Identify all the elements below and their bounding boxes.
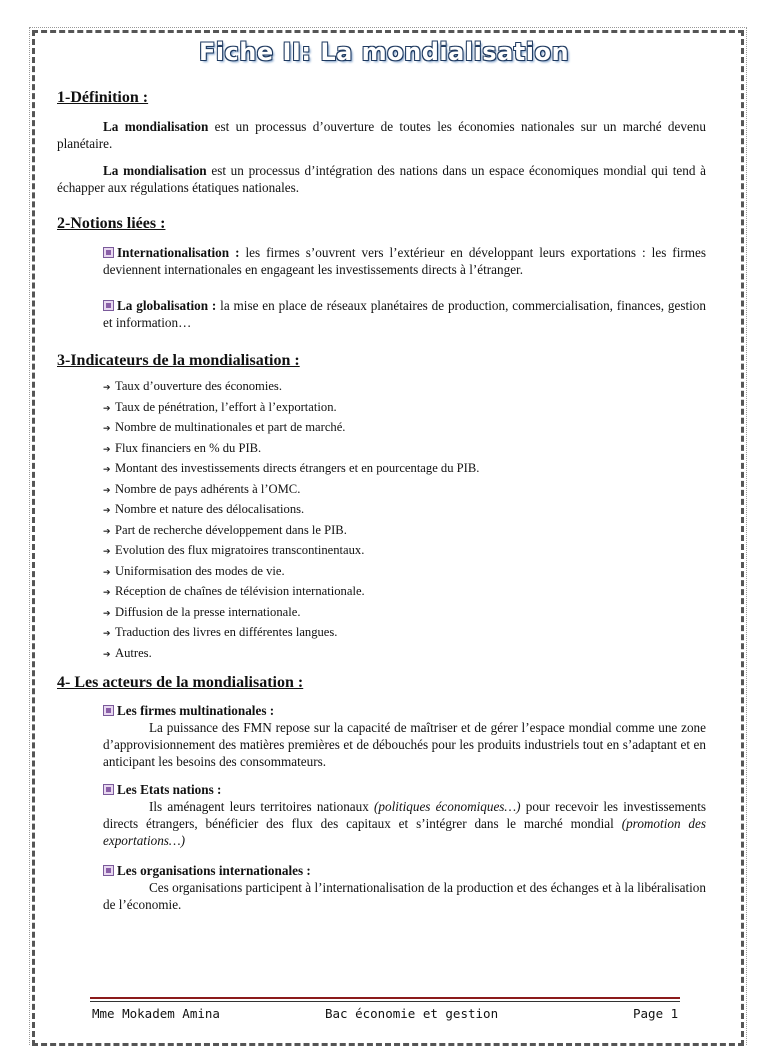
- arrow-bullet-icon: ➔: [103, 402, 111, 413]
- actor-title: [103, 781, 706, 798]
- notion-text: la mise en place de réseaux planétaires de production, commercialisation, finances, gestion et information…: [103, 298, 706, 330]
- list-item: [103, 541, 703, 562]
- list-item: [103, 623, 703, 644]
- list-item: [103, 582, 703, 603]
- list-item: [103, 500, 703, 521]
- arrow-bullet-icon: ➔: [103, 464, 111, 474]
- list-item-text: Nombre et nature des délocalisations.: [115, 502, 305, 516]
- arrow-bullet-icon: ➔: [103, 587, 111, 597]
- page-title: Fiche II: La mondialisation: [198, 38, 570, 66]
- list-item-text: Flux financiers en % du PIB.: [115, 440, 262, 455]
- actor-organisations: [103, 862, 706, 913]
- list-item: [103, 480, 703, 501]
- arrow-bullet-icon: ➔: [103, 607, 111, 618]
- indicator-list: [103, 377, 703, 664]
- footer-subject: Bac économie et gestion: [325, 1006, 499, 1021]
- list-item-text: Taux de pénétration, l’effort à l’exportation.: [115, 399, 337, 414]
- arrow-bullet-icon: ➔: [103, 443, 111, 454]
- list-item: [103, 418, 703, 439]
- arrow-bullet-icon: ➔: [103, 525, 111, 536]
- notion-internationalisation: [103, 244, 706, 278]
- italic-text: (promotion des exportations…): [103, 816, 706, 848]
- actor-etats: [103, 781, 706, 849]
- list-item: [103, 459, 703, 480]
- list-item-text: Réception de chaînes de télévision internationale.: [115, 584, 365, 598]
- list-item-text: Uniformisation des modes de vie.: [115, 563, 285, 578]
- text: Ils aménagent leurs territoires nationaux: [149, 799, 375, 814]
- footer-page-number: Page 1: [633, 1006, 679, 1021]
- text: pour recevoir les investissements directs étrangers, bénéficier des flux des capitaux et s’intégrer dans le marché mondial: [103, 799, 706, 831]
- list-item: [103, 439, 703, 460]
- arrow-bullet-icon: ➔: [103, 628, 111, 638]
- actor-title-text: Les Etats nations :: [117, 782, 222, 797]
- definition-text: est un processus d’ouverture de toutes les économies nationales sur un marché devenu planétaire.: [57, 119, 706, 151]
- term-bold: La mondialisation: [103, 119, 209, 134]
- list-item: [103, 603, 703, 624]
- heading-acteurs: 4- Les acteurs de la mondialisation :: [57, 674, 304, 691]
- square-bullet-icon: [103, 784, 114, 795]
- list-item-text: Evolution des flux migratoires transcontinentaux.: [115, 543, 365, 557]
- notion-term: Internationalisation :: [117, 245, 240, 260]
- actor-description: [103, 798, 706, 849]
- square-bullet-icon: [103, 865, 114, 876]
- definition-paragraph-2: [57, 162, 706, 196]
- actor-title-text: Les organisations internationales :: [117, 863, 311, 878]
- arrow-bullet-icon: ➔: [103, 505, 111, 515]
- footer-rule-thin: [90, 1001, 680, 1002]
- notion-term: La globalisation :: [117, 298, 217, 313]
- definition-text: est un processus d’intégration des nations dans un espace économiques mondial qui tend à échapper aux régulations étatiques nationales.: [57, 163, 706, 195]
- list-item-text: Nombre de pays adhérents à l’OMC.: [115, 481, 301, 496]
- notion-text: les firmes s’ouvrent vers l’extérieur en développant leurs exportations : les firmes deviennent internationales en engageant les investissements directs à l’étranger.: [103, 245, 706, 277]
- arrow-bullet-icon: ➔: [103, 382, 111, 392]
- square-bullet-icon: [103, 300, 114, 311]
- footer-author: Mme Mokadem Amina: [92, 1006, 220, 1021]
- list-item-text: Montant des investissements directs étrangers et en pourcentage du PIB.: [115, 461, 480, 475]
- square-bullet-icon: [103, 247, 114, 258]
- list-item: [103, 644, 703, 665]
- term-bold: La mondialisation: [103, 163, 207, 178]
- heading-indicateurs: 3-Indicateurs de la mondialisation :: [57, 352, 300, 369]
- actor-fmn: [103, 702, 706, 770]
- square-bullet-icon: [103, 705, 114, 716]
- actor-title: [103, 862, 706, 879]
- arrow-bullet-icon: ➔: [103, 546, 111, 556]
- list-item-text: Autres.: [115, 645, 152, 660]
- italic-text: (politiques économiques…): [374, 799, 521, 814]
- actor-description: Ces organisations participent à l’internationalisation de la production et des échanges et à la libéralisation de l’économie.: [103, 880, 706, 912]
- list-item: [103, 377, 703, 398]
- list-item-text: Traduction des livres en différentes langues.: [115, 625, 338, 639]
- list-item: [103, 521, 703, 542]
- list-item: [103, 398, 703, 419]
- actor-title-text: Les firmes multinationales :: [117, 703, 275, 718]
- actor-description: La puissance des FMN repose sur la capacité de maîtriser et de gérer l’espace mondial comme une zone d’approvisionnement des matières premières et de débouchés pour les produits industriels tout en s’adaptant et en anticipant les besoins des consommateurs.: [103, 720, 706, 769]
- definition-paragraph-1: [57, 118, 706, 152]
- actor-title: [103, 702, 706, 719]
- arrow-bullet-icon: ➔: [103, 648, 111, 659]
- list-item: [103, 562, 703, 583]
- notion-globalisation: [103, 297, 706, 331]
- list-item-text: Taux d’ouverture des économies.: [115, 379, 282, 393]
- heading-definition: 1-Définition :: [57, 89, 149, 106]
- list-item-text: Diffusion de la presse internationale.: [115, 604, 301, 619]
- heading-notions: 2-Notions liées :: [57, 215, 166, 232]
- list-item-text: Part de recherche développement dans le PIB.: [115, 522, 347, 537]
- arrow-bullet-icon: ➔: [103, 484, 111, 495]
- arrow-bullet-icon: ➔: [103, 566, 111, 577]
- arrow-bullet-icon: ➔: [103, 423, 111, 433]
- footer-rule: [90, 997, 680, 999]
- list-item-text: Nombre de multinationales et part de marché.: [115, 420, 346, 434]
